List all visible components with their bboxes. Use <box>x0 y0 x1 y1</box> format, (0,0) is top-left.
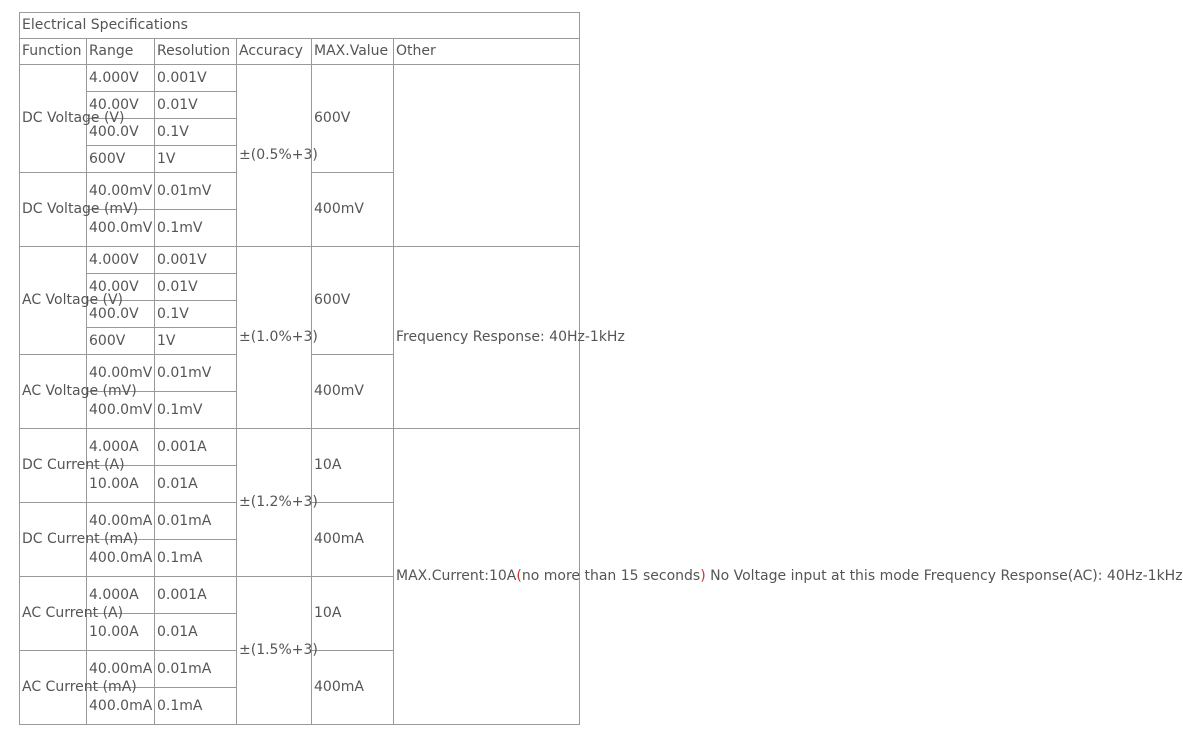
header-function: Function <box>20 39 87 65</box>
range-cell: 600V <box>87 146 155 173</box>
resolution-cell: 0.1V <box>155 301 237 328</box>
function-cell: AC Current (mA) <box>20 651 87 725</box>
range-cell: 40.00V <box>87 274 155 301</box>
table-title: Electrical Specifications <box>20 13 580 39</box>
header-other: Other <box>394 39 580 65</box>
max-value-cell: 400mV <box>312 355 394 429</box>
function-cell: AC Voltage (mV) <box>20 355 87 429</box>
resolution-cell: 1V <box>155 146 237 173</box>
current-note-part1: MAX.Current:10A <box>396 568 517 584</box>
table-row <box>20 65 580 92</box>
range-cell: 400.0V <box>87 301 155 328</box>
accuracy-cell: ±(1.2%+3) <box>237 429 312 577</box>
accuracy-cell: ±(1.0%+3) <box>237 247 312 429</box>
range-cell: 10.00A <box>87 614 155 651</box>
table-row <box>20 247 580 274</box>
max-value-cell: 10A <box>312 577 394 651</box>
other-cell-current <box>394 429 1183 725</box>
resolution-cell: 0.01mV <box>155 355 237 392</box>
resolution-cell: 0.001A <box>155 577 237 614</box>
resolution-cell: 1V <box>155 328 237 355</box>
range-cell: 400.0V <box>87 119 155 146</box>
range-cell: 400.0mV <box>87 210 155 247</box>
range-cell: 400.0mV <box>87 392 155 429</box>
resolution-cell: 0.01mA <box>155 503 237 540</box>
electrical-specifications-table <box>19 12 1183 725</box>
max-value-cell: 400mA <box>312 651 394 725</box>
table-title-row <box>20 13 580 39</box>
current-note-part2: no more than 15 seconds <box>521 568 701 584</box>
header-max-value: MAX.Value <box>312 39 394 65</box>
resolution-cell: 0.1mV <box>155 210 237 247</box>
other-cell-empty <box>394 65 580 247</box>
other-cell-frequency: Frequency Response: 40Hz-1kHz <box>394 247 580 429</box>
resolution-cell: 0.01V <box>155 274 237 301</box>
resolution-cell: 0.1V <box>155 119 237 146</box>
range-cell: 4.000A <box>87 577 155 614</box>
resolution-cell: 0.1mV <box>155 392 237 429</box>
accuracy-cell: ±(1.5%+3) <box>237 577 312 725</box>
resolution-cell: 0.01A <box>155 614 237 651</box>
range-cell: 10.00A <box>87 466 155 503</box>
resolution-cell: 0.001V <box>155 65 237 92</box>
range-cell: 40.00mV <box>87 173 155 210</box>
range-cell: 600V <box>87 328 155 355</box>
range-cell: 4.000V <box>87 247 155 274</box>
accuracy-cell: ±(0.5%+3) <box>237 65 312 247</box>
range-cell: 4.000V <box>87 65 155 92</box>
max-value-cell: 400mV <box>312 173 394 247</box>
resolution-cell: 0.001V <box>155 247 237 274</box>
range-cell: 40.00mA <box>87 651 155 688</box>
range-cell: 400.0mA <box>87 540 155 577</box>
header-accuracy: Accuracy <box>237 39 312 65</box>
max-value-cell: 600V <box>312 65 394 173</box>
range-cell: 400.0mA <box>87 688 155 725</box>
max-value-cell: 10A <box>312 429 394 503</box>
range-cell: 40.00mA <box>87 503 155 540</box>
header-resolution: Resolution <box>155 39 237 65</box>
resolution-cell: 0.01mA <box>155 651 237 688</box>
resolution-cell: 0.001A <box>155 429 237 466</box>
function-cell: AC Current (A) <box>20 577 87 651</box>
range-cell: 40.00V <box>87 92 155 119</box>
current-note-paren-open: ( <box>516 568 522 584</box>
resolution-cell: 0.01mV <box>155 173 237 210</box>
max-value-cell: 600V <box>312 247 394 355</box>
current-note-paren-close: ) <box>700 568 706 584</box>
function-cell: DC Current (mA) <box>20 503 87 577</box>
table-header-row <box>20 39 580 65</box>
max-value-cell: 400mA <box>312 503 394 577</box>
header-range: Range <box>87 39 155 65</box>
function-cell: DC Current (A) <box>20 429 87 503</box>
function-cell: AC Voltage (V) <box>20 247 87 355</box>
range-cell: 40.00mV <box>87 355 155 392</box>
spec-table-container <box>19 12 1183 725</box>
function-cell: DC Voltage (V) <box>20 65 87 173</box>
range-cell: 4.000A <box>87 429 155 466</box>
resolution-cell: 0.1mA <box>155 540 237 577</box>
current-note-part3: No Voltage input at this mode Frequency Response(AC): 40Hz-1kHz <box>705 568 1183 584</box>
resolution-cell: 0.01V <box>155 92 237 119</box>
table-row <box>20 429 580 466</box>
resolution-cell: 0.01A <box>155 466 237 503</box>
resolution-cell: 0.1mA <box>155 688 237 725</box>
function-cell: DC Voltage (mV) <box>20 173 87 247</box>
